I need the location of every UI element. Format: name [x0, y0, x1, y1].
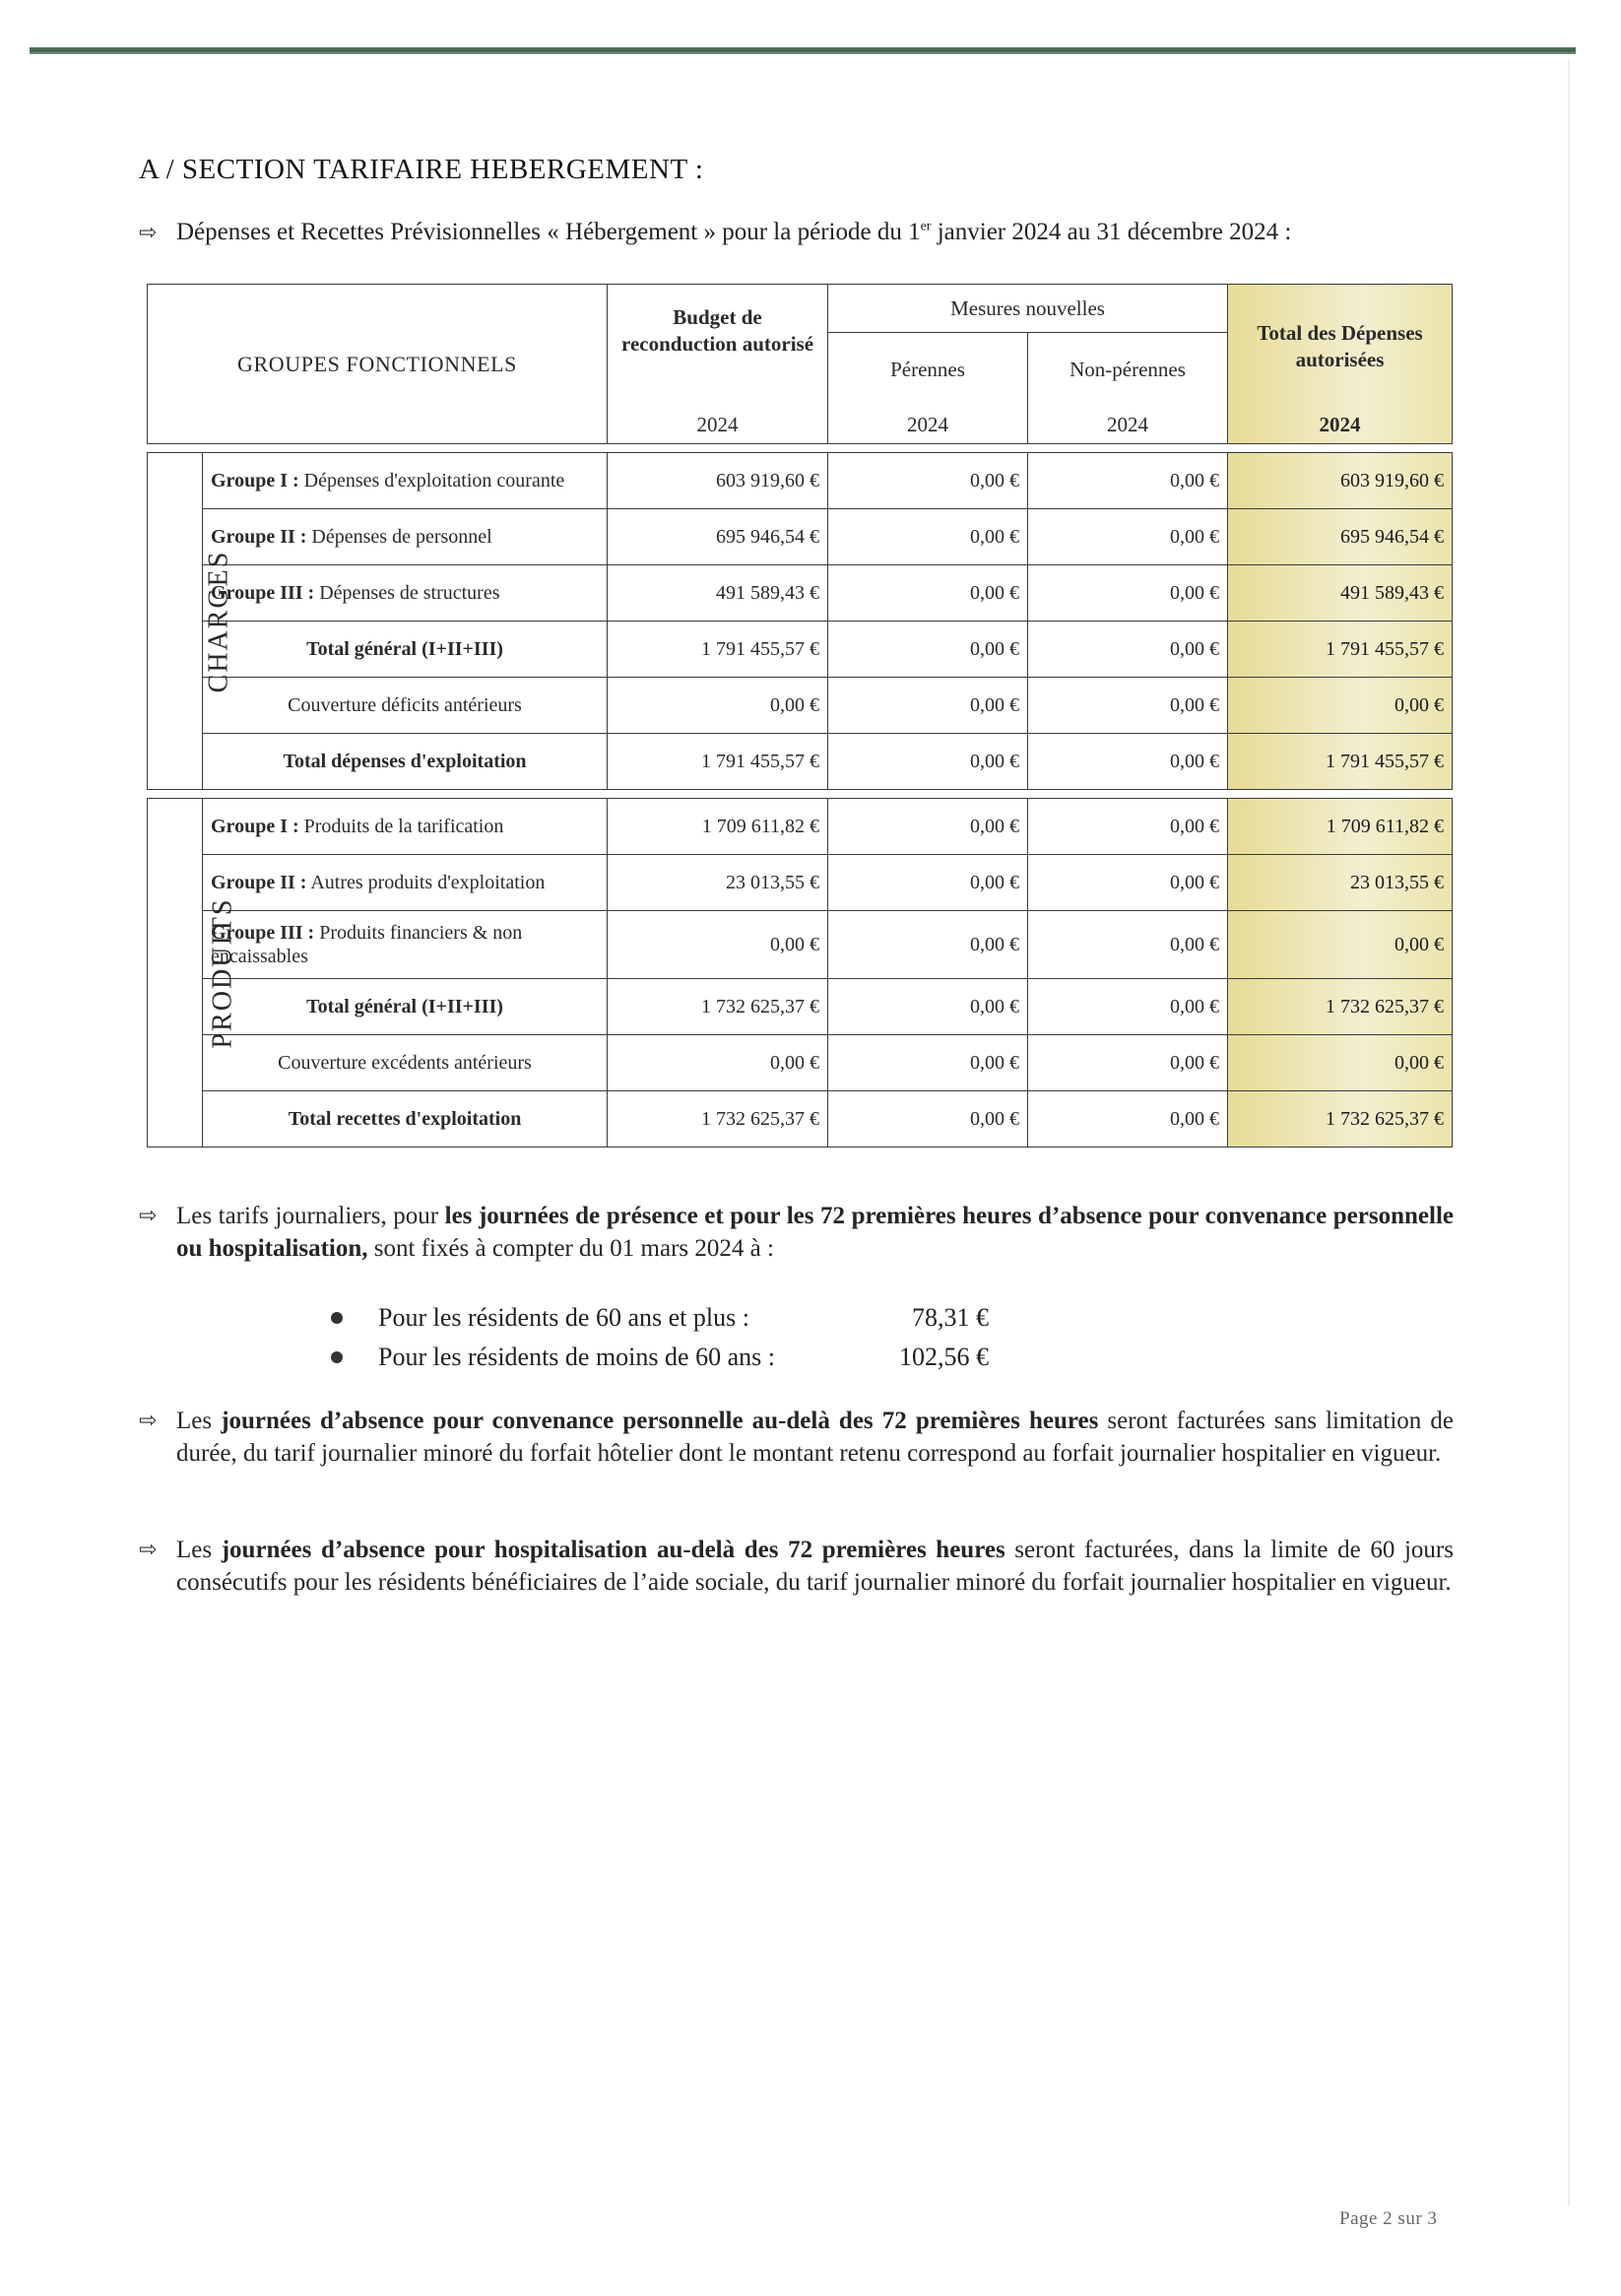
row-label: Groupe I : Produits de la tarification	[203, 799, 608, 855]
intro-sup: er	[920, 219, 932, 234]
cell-budget: 603 919,60 €	[608, 453, 828, 509]
side-label-produits: PRODUITS	[148, 799, 203, 1148]
tarif-label: Pour les résidents de 60 ans et plus :	[378, 1303, 749, 1332]
cell-perennes: 0,00 €	[828, 1091, 1028, 1148]
page-number: Page 2 sur 3	[1339, 2208, 1438, 2229]
cell-perennes: 0,00 €	[828, 979, 1028, 1035]
cell-budget: 0,00 €	[608, 1035, 828, 1091]
cell-non-perennes: 0,00 €	[1028, 799, 1228, 855]
table-row	[148, 855, 1453, 911]
table-row	[148, 1091, 1453, 1148]
arrow-right-icon: ⇨	[139, 1204, 158, 1228]
absence-convenance-text-1: Les	[176, 1408, 222, 1434]
table-row	[148, 453, 1453, 509]
bullet-icon	[331, 1351, 343, 1363]
cell-budget: 1 791 455,57 €	[608, 734, 828, 790]
cell-non-perennes: 0,00 €	[1028, 855, 1228, 911]
cell-non-perennes: 0,00 €	[1028, 1035, 1228, 1091]
cell-non-perennes: 0,00 €	[1028, 622, 1228, 678]
cell-non-perennes: 0,00 €	[1028, 509, 1228, 565]
list-item	[331, 1338, 989, 1377]
cell-perennes: 0,00 €	[828, 509, 1028, 565]
cell-perennes: 0,00 €	[828, 453, 1028, 509]
arrow-right-icon: ⇨	[139, 1538, 158, 1562]
absence-hosp-bold: journées d’absence pour hospitalisation au-delà des 72 premières heures	[221, 1537, 1005, 1563]
cell-perennes: 0,00 €	[828, 678, 1028, 734]
cell-non-perennes: 0,00 €	[1028, 979, 1228, 1035]
cell-perennes: 0,00 €	[828, 622, 1028, 678]
absence-hosp-text-1: Les	[176, 1537, 222, 1563]
header-year-perennes: 2024	[828, 406, 1028, 444]
row-label: Total recettes d'exploitation	[203, 1091, 608, 1148]
header-groupes-fonctionnels: GROUPES FONCTIONNELS	[148, 285, 608, 444]
tarifs-text-1: Les tarifs journaliers, pour	[176, 1203, 445, 1229]
cell-total: 0,00 €	[1228, 1035, 1453, 1091]
tarifs-text-2: sont fixés à compter du 01 mars 2024 à :	[367, 1235, 774, 1262]
cell-non-perennes: 0,00 €	[1028, 565, 1228, 622]
header-non-perennes: Non-pérennes	[1028, 333, 1228, 407]
tarif-label: Pour les résidents de moins de 60 ans :	[378, 1343, 775, 1371]
cell-total: 1 732 625,37 €	[1228, 1091, 1453, 1148]
page-edge	[1568, 59, 1570, 2206]
cell-total: 1 791 455,57 €	[1228, 622, 1453, 678]
cell-budget: 0,00 €	[608, 678, 828, 734]
cell-non-perennes: 0,00 €	[1028, 678, 1228, 734]
row-label: Groupe II : Dépenses de personnel	[203, 509, 608, 565]
table-row	[148, 565, 1453, 622]
cell-non-perennes: 0,00 €	[1028, 453, 1228, 509]
cell-budget: 1 732 625,37 €	[608, 979, 828, 1035]
header-perennes: Pérennes	[828, 333, 1028, 407]
row-label: Groupe II : Autres produits d'exploitation	[203, 855, 608, 911]
row-label: Groupe III : Dépenses de structures	[203, 565, 608, 622]
cell-total: 491 589,43 €	[1228, 565, 1453, 622]
cell-non-perennes: 0,00 €	[1028, 734, 1228, 790]
cell-total: 1 791 455,57 €	[1228, 734, 1453, 790]
intro-line	[139, 219, 1291, 246]
absence-convenance-bold: journées d’absence pour convenance personnelle au-delà des 72 premières heures	[221, 1408, 1099, 1434]
cell-perennes: 0,00 €	[828, 799, 1028, 855]
table-row	[148, 799, 1453, 855]
table-row	[148, 1035, 1453, 1091]
bullet-icon	[331, 1312, 343, 1324]
table-row	[148, 622, 1453, 678]
top-rule	[30, 47, 1576, 54]
intro-text-end: janvier 2024 au 31 décembre 2024 :	[931, 219, 1292, 245]
cell-total: 603 919,60 €	[1228, 453, 1453, 509]
header-mesures-nouvelles: Mesures nouvelles	[828, 285, 1228, 333]
intro-text: Dépenses et Recettes Prévisionnelles « Hébergement » pour la période du 1	[176, 219, 921, 245]
cell-total: 1 732 625,37 €	[1228, 979, 1453, 1035]
header-year-budget: 2024	[608, 406, 828, 444]
absence-convenance-text-2: seront facturées sans limitation de durée, du tarif journalier minoré du forfait hôtelier dont le montant retenu correspond au forfait journalier hospitalier en vigueur.	[176, 1408, 1454, 1467]
cell-total: 1 709 611,82 €	[1228, 799, 1453, 855]
arrow-right-icon: ⇨	[139, 221, 158, 245]
cell-perennes: 0,00 €	[828, 734, 1028, 790]
row-label: Groupe III : Produits financiers & non encaissables	[203, 911, 608, 979]
cell-budget: 0,00 €	[608, 911, 828, 979]
produits-section	[148, 799, 1453, 1148]
cell-budget: 1 791 455,57 €	[608, 622, 828, 678]
charges-section	[148, 453, 1453, 790]
header-total: Total des Dépenses autorisées	[1228, 285, 1453, 407]
tarif-value: 102,56 €	[899, 1343, 989, 1371]
cell-budget: 1 709 611,82 €	[608, 799, 828, 855]
cell-budget: 23 013,55 €	[608, 855, 828, 911]
tarifs-paragraph	[139, 1200, 1454, 1265]
row-label: Total dépenses d'exploitation	[203, 734, 608, 790]
table-row	[148, 509, 1453, 565]
cell-perennes: 0,00 €	[828, 565, 1028, 622]
cell-total: 0,00 €	[1228, 911, 1453, 979]
arrow-right-icon: ⇨	[139, 1409, 158, 1433]
tarif-list	[331, 1298, 989, 1377]
cell-non-perennes: 0,00 €	[1028, 1091, 1228, 1148]
row-label: Total général (I+II+III)	[203, 979, 608, 1035]
cell-budget: 1 732 625,37 €	[608, 1091, 828, 1148]
table-row	[148, 979, 1453, 1035]
tarif-value: 78,31 €	[912, 1303, 989, 1332]
cell-perennes: 0,00 €	[828, 1035, 1028, 1091]
row-label: Couverture déficits antérieurs	[203, 678, 608, 734]
side-label-charges: CHARGES	[148, 453, 203, 790]
cell-perennes: 0,00 €	[828, 911, 1028, 979]
cell-budget: 491 589,43 €	[608, 565, 828, 622]
table-row	[148, 734, 1453, 790]
section-title: A / SECTION TARIFAIRE HEBERGEMENT :	[139, 154, 704, 185]
cell-total: 695 946,54 €	[1228, 509, 1453, 565]
cell-perennes: 0,00 €	[828, 855, 1028, 911]
absence-hosp-text-2: seront facturées, dans la limite de 60 jours consécutifs pour les résidents bénéficiaires de l’aide sociale, du tarif journalier minoré du forfait journalier hospitalier en vigueur.	[176, 1537, 1454, 1596]
tarifs-bold: les journées de présence et pour les 72 premières heures d’absence pour convenance personnelle ou hospitalisation,	[176, 1203, 1454, 1262]
header-year-non-perennes: 2024	[1028, 406, 1228, 444]
gap	[148, 790, 1453, 799]
cell-budget: 695 946,54 €	[608, 509, 828, 565]
header-year-total: 2024	[1228, 406, 1453, 444]
absence-convenance-paragraph	[139, 1405, 1454, 1470]
cell-total: 0,00 €	[1228, 678, 1453, 734]
budget-table	[147, 284, 1453, 1148]
row-label: Couverture excédents antérieurs	[203, 1035, 608, 1091]
row-label: Total général (I+II+III)	[203, 622, 608, 678]
header-budget: Budget de reconduction autorisé	[608, 285, 828, 407]
table-row	[148, 678, 1453, 734]
cell-non-perennes: 0,00 €	[1028, 911, 1228, 979]
table-row	[148, 911, 1453, 979]
list-item	[331, 1298, 989, 1338]
row-label: Groupe I : Dépenses d'exploitation courante	[203, 453, 608, 509]
cell-total: 23 013,55 €	[1228, 855, 1453, 911]
gap	[148, 444, 1453, 453]
absence-hospitalisation-paragraph	[139, 1534, 1454, 1599]
